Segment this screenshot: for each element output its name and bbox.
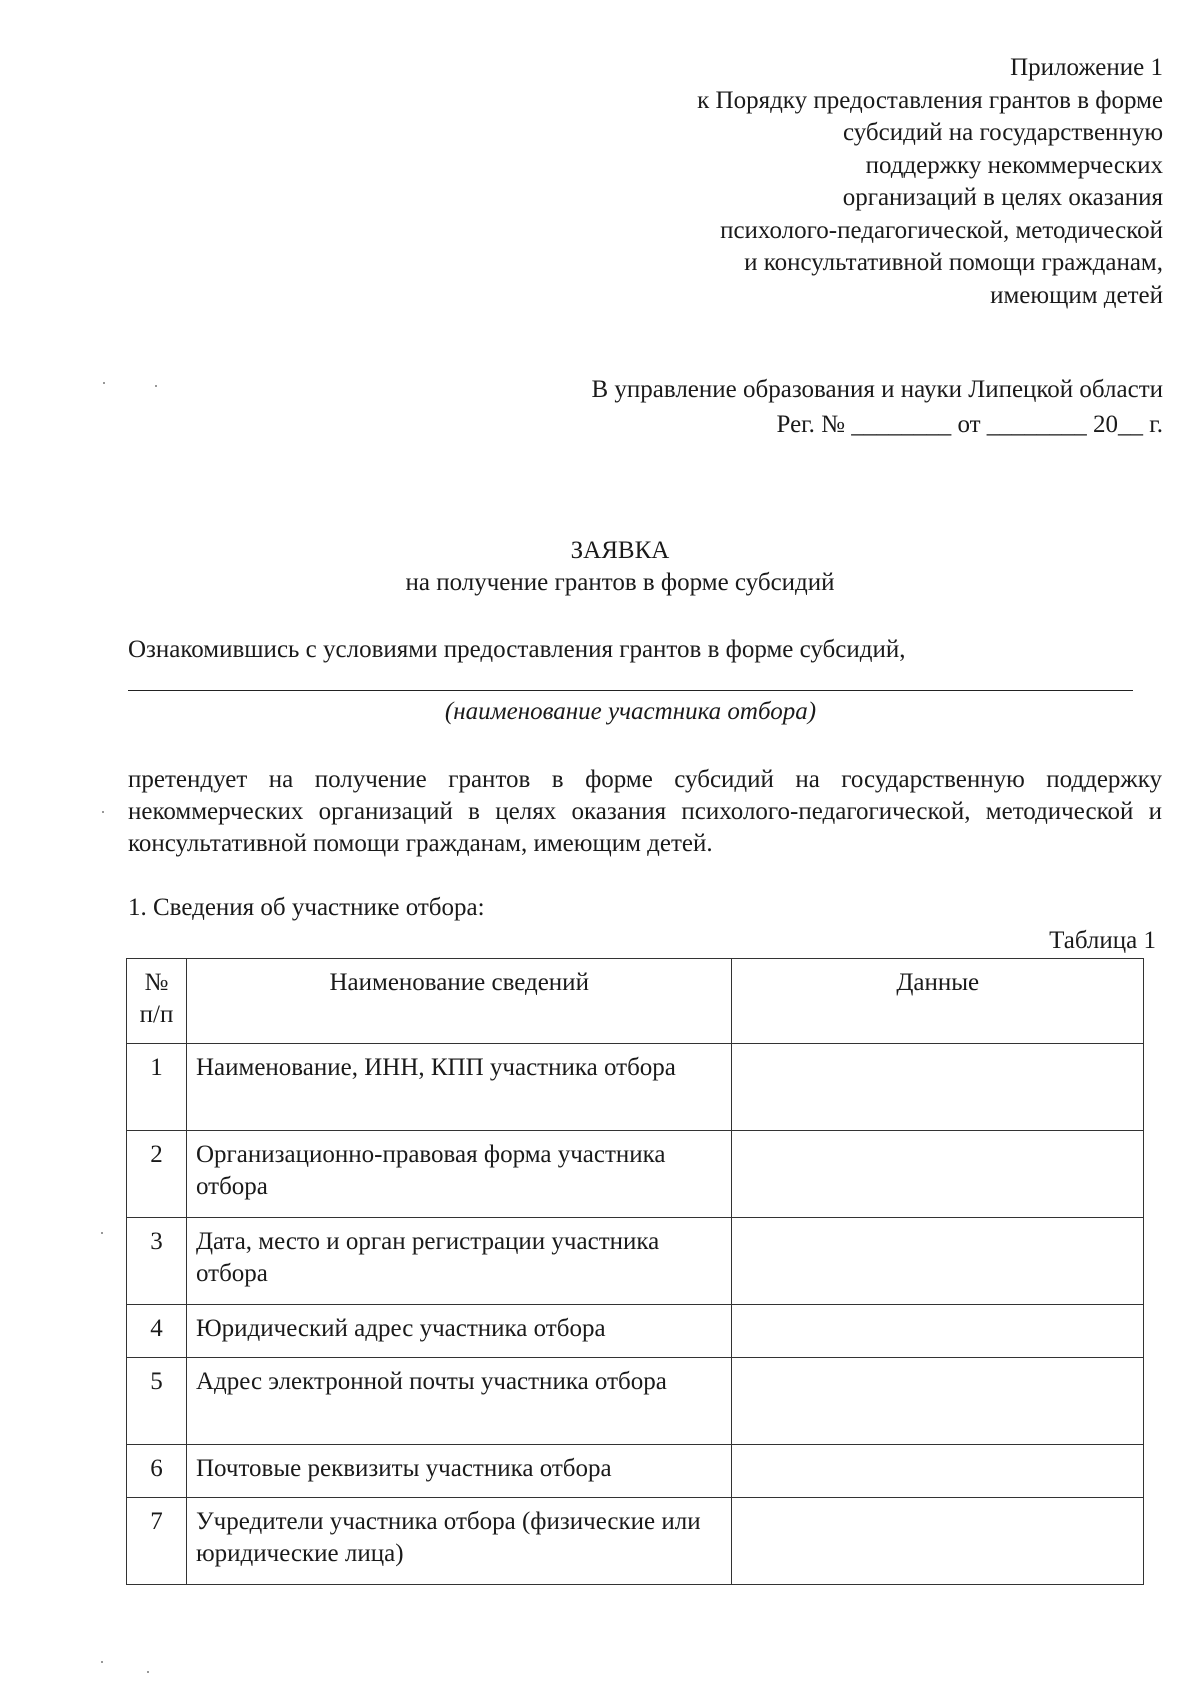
annex-line: психолого-педагогической, методической: [720, 216, 1163, 244]
table-header-row: [127, 959, 1144, 1044]
scan-speck: [101, 1661, 103, 1663]
registration-line: Рег. № ________ от ________ 20__ г.: [776, 411, 1163, 438]
row-number: 7: [127, 1498, 187, 1585]
scan-speck: [155, 385, 157, 387]
row-value: [732, 1131, 1144, 1218]
header-number: № п/п: [127, 959, 187, 1044]
row-name: Дата, место и орган регистрации участника отбора: [186, 1218, 731, 1305]
annex-block: [463, 52, 1163, 312]
title-subheading: на получение грантов в форме субсидий: [405, 569, 835, 596]
row-name: Наименование, ИНН, КПП участника отбора: [186, 1044, 731, 1131]
table-label: Таблица 1: [1049, 927, 1156, 954]
table-row: [127, 1498, 1144, 1585]
annex-line: и консультативной помощи гражданам,: [744, 249, 1163, 276]
row-number: 2: [127, 1131, 187, 1218]
row-number: 6: [127, 1445, 187, 1498]
section-title: 1. Сведения об участнике отбора:: [128, 894, 485, 921]
annex-line: субсидий на государственную: [842, 119, 1163, 146]
scan-speck: [102, 811, 104, 813]
annex-line: имеющим детей: [990, 281, 1163, 309]
scan-speck: [101, 1232, 103, 1234]
row-value: [732, 1358, 1144, 1445]
row-value: [732, 1218, 1144, 1305]
row-number: 5: [127, 1358, 187, 1445]
annex-line: к Порядку предоставления грантов в форме: [697, 86, 1163, 114]
row-name: Учредители участника отбора (физические или юридические лица): [186, 1498, 731, 1585]
annex-line: поддержку некоммерческих: [865, 151, 1163, 179]
table-row: [127, 1131, 1144, 1218]
addressee-line: В управление образования и науки Липецкой области: [591, 376, 1163, 403]
participant-name-caption: (наименование участника отбора): [444, 698, 817, 725]
table-row: [127, 1305, 1144, 1358]
participant-info-table: [126, 958, 1144, 1585]
row-value: [732, 1305, 1144, 1358]
title-heading: ЗАЯВКА: [570, 537, 670, 564]
annex-line: организаций в целях оказания: [842, 184, 1163, 211]
scan-speck: [147, 1671, 149, 1673]
header-name: Наименование сведений: [186, 959, 731, 1044]
table-row: [127, 1218, 1144, 1305]
row-number: 1: [127, 1044, 187, 1131]
row-value: [732, 1498, 1144, 1585]
table-row: [127, 1044, 1144, 1131]
row-name: Юридический адрес участника отбора: [186, 1305, 731, 1358]
intro-text: Ознакомившись с условиями предоставления грантов в форме субсидий,: [128, 636, 906, 663]
scan-speck: [103, 382, 105, 384]
row-name: Почтовые реквизиты участника отбора: [186, 1445, 731, 1498]
table-row: [127, 1445, 1144, 1498]
row-number: 3: [127, 1218, 187, 1305]
row-value: [732, 1044, 1144, 1131]
table-row: [127, 1358, 1144, 1445]
annex-line: Приложение 1: [1010, 54, 1163, 81]
addressee-block: [363, 372, 1163, 442]
header-data: Данные: [732, 959, 1144, 1044]
row-value: [732, 1445, 1144, 1498]
row-name: Адрес электронной почты участника отбора: [186, 1358, 731, 1445]
participant-name-blank: [128, 690, 1133, 691]
row-name: Организационно-правовая форма участника отбора: [186, 1131, 731, 1218]
row-number: 4: [127, 1305, 187, 1358]
document-title: [0, 535, 1200, 599]
body-paragraph: претендует на получение грантов в форме субсидий на государственную поддержку некоммерческих организаций в целях оказания психолого-педагогической, методической и консультативной помощи гражданам, имеющим детей.: [128, 766, 1162, 857]
